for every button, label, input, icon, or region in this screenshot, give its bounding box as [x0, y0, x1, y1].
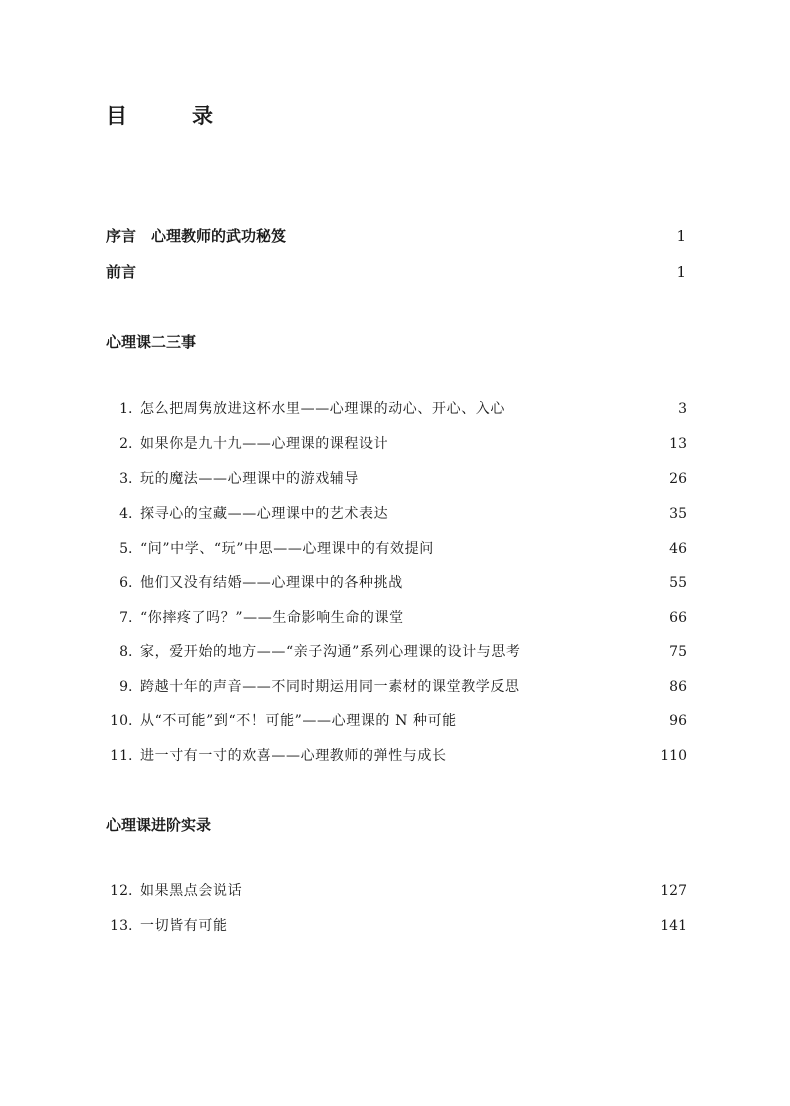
section-heading: 心理课二三事	[106, 333, 197, 351]
toc-entry[interactable]	[106, 398, 687, 420]
entry-number: 1	[119, 401, 128, 417]
toc-front-preface[interactable]	[106, 226, 686, 246]
entry-page-number: 3	[678, 401, 687, 417]
entry-number: 5	[119, 541, 128, 557]
entry-number: 8	[119, 644, 128, 660]
entry-title: “你摔疼了吗？”——生命影响生命的课堂	[140, 610, 404, 626]
toc-entry[interactable]	[106, 607, 687, 629]
entry-number: 6	[119, 575, 128, 591]
toc-entry[interactable]	[106, 745, 687, 767]
toc-entry[interactable]	[106, 468, 687, 490]
entry-title: “问”中学、“玩”中思——心理课中的有效提问	[140, 541, 434, 557]
entry-page-number: 110	[660, 748, 687, 764]
entry-page-number: 13	[669, 436, 687, 452]
entry-number-dot: .	[128, 748, 133, 764]
entry-page-number: 96	[669, 713, 687, 729]
entry-page-number: 127	[660, 883, 687, 899]
front-label: 序言 心理教师的武功秘笈	[106, 227, 287, 245]
toc-entry[interactable]	[106, 880, 687, 902]
entry-number-dot: .	[128, 436, 133, 452]
entry-title: 怎么把周隽放进这杯水里——心理课的动心、开心、入心	[140, 401, 505, 417]
front-page-number: 1	[676, 227, 686, 245]
entry-page-number: 26	[669, 471, 687, 487]
entry-number-dot: .	[128, 541, 133, 557]
entry-title: 如果你是九十九——心理课的课程设计	[140, 436, 389, 452]
entry-number-dot: .	[128, 610, 133, 626]
entry-page-number: 75	[669, 644, 687, 660]
entry-number: 9	[119, 679, 128, 695]
entry-number: 7	[119, 610, 128, 626]
section-heading: 心理课进阶实录	[106, 816, 212, 834]
entry-title: 他们又没有结婚——心理课中的各种挑战	[140, 575, 403, 591]
entry-number-dot: .	[128, 644, 133, 660]
entry-title: 如果黑点会说话	[140, 883, 243, 899]
entry-page-number: 86	[669, 679, 687, 695]
entry-number: 2	[119, 436, 128, 452]
entry-title: 一切皆有可能	[140, 918, 228, 934]
toc-entry[interactable]	[106, 538, 687, 560]
entry-page-number: 35	[669, 506, 687, 522]
entry-title: 从“不可能”到“不！可能”——心理课的 N 种可能	[140, 713, 457, 729]
toc-front-foreword[interactable]	[106, 262, 686, 282]
toc-entry[interactable]	[106, 433, 687, 455]
entry-number-dot: .	[128, 918, 133, 934]
entry-number-dot: .	[128, 679, 133, 695]
entry-title: 玩的魔法——心理课中的游戏辅导	[140, 471, 359, 487]
toc-entry[interactable]	[106, 572, 687, 594]
toc-entry[interactable]	[106, 915, 687, 937]
front-label: 前言	[106, 263, 137, 281]
entry-number-dot: .	[128, 575, 133, 591]
entry-page-number: 66	[669, 610, 687, 626]
entry-number-dot: .	[128, 883, 133, 899]
page-title: 目 录	[106, 104, 235, 128]
entry-title: 家，爱开始的地方——“亲子沟通”系列心理课的设计与思考	[140, 644, 521, 660]
toc-entry[interactable]	[106, 503, 687, 525]
entry-number: 11	[110, 748, 128, 764]
entry-number: 10	[110, 713, 128, 729]
entry-page-number: 55	[669, 575, 687, 591]
entry-number: 12	[110, 883, 128, 899]
entry-title: 跨越十年的声音——不同时期运用同一素材的课堂教学反思	[140, 679, 520, 695]
entry-number: 4	[119, 506, 128, 522]
entry-page-number: 141	[660, 918, 687, 934]
entry-number-dot: .	[128, 713, 133, 729]
front-page-number: 1	[676, 263, 686, 281]
entry-number: 13	[110, 918, 128, 934]
toc-entry[interactable]	[106, 676, 687, 698]
toc-entry[interactable]	[106, 641, 687, 663]
entry-number-dot: .	[128, 471, 133, 487]
entry-title: 进一寸有一寸的欢喜——心理教师的弹性与成长	[140, 748, 447, 764]
entry-number-dot: .	[128, 401, 133, 417]
entry-number-dot: .	[128, 506, 133, 522]
toc-entry[interactable]	[106, 710, 687, 732]
entry-page-number: 46	[669, 541, 687, 557]
entry-number: 3	[119, 471, 128, 487]
entry-title: 探寻心的宝藏——心理课中的艺术表达	[140, 506, 389, 522]
